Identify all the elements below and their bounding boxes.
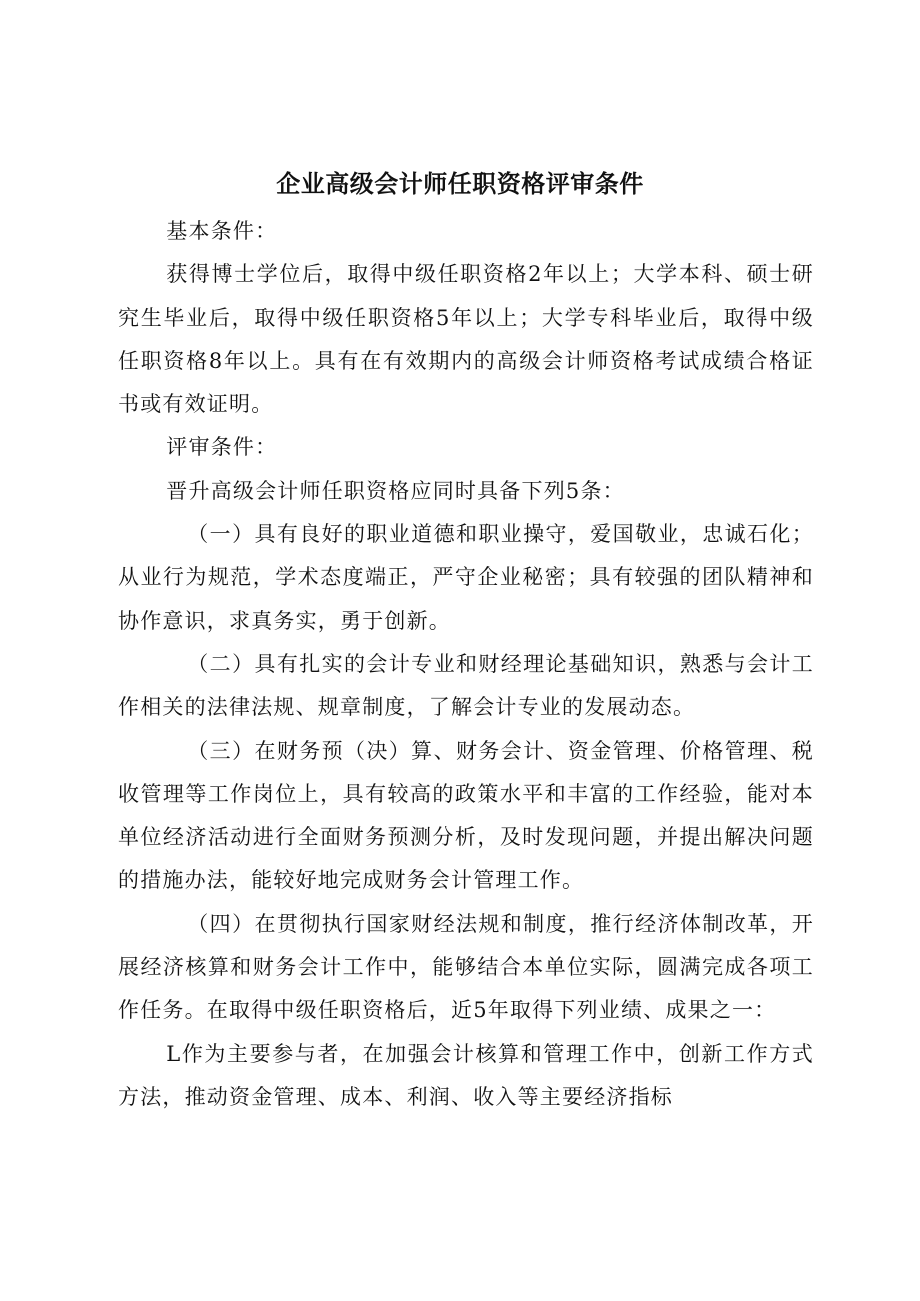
section-heading-review: 评审条件：: [166, 435, 278, 460]
paragraph-item-2: （二）具有扎实的会计专业和财经理论基础知识，熟悉与会计工作相关的法律法规、规章制度，了解会计专业的发展动态。: [118, 651, 814, 720]
paragraph-item-3: （三）在财务预（决）算、财务会计、资金管理、价格管理、税收管理等工作岗位上，具有较高的政策水平和丰富的工作经验，能对本单位经济活动进行全面财务预测分析，及时发现问题，并提出解决问题的措施办法，能较好地完成财务会计管理工作。: [118, 738, 814, 893]
paragraph-basic-conditions: 获得博士学位后，取得中级任职资格2年以上；大学本科、硕士研究生毕业后，取得中级任职资格5年以上；大学专科毕业后，取得中级任职资格8年以上。具有在有效期内的高级会计师资格考试成绩合格证书或有效证明。: [118, 262, 814, 417]
document-title: 企业高级会计师任职资格评审条件: [276, 170, 644, 198]
paragraph-item-4: （四）在贯彻执行国家财经法规和制度，推行经济体制改革，开展经济核算和财务会计工作中，能够结合本单位实际，圆满完成各项工作任务。在取得中级任职资格后，近5年取得下列业绩、成果之一：: [118, 911, 814, 1023]
document-body: [118, 210, 814, 1119]
section-heading-basic: 基本条件：: [166, 219, 278, 243]
paragraph-sub-item-1: L作为主要参与者，在加强会计核算和管理工作中，创新工作方式方法，推动资金管理、成本、利润、收入等主要经济指标: [118, 1041, 814, 1109]
paragraph-review-intro: 晋升高级会计师任职资格应同时具备下列5条：: [166, 478, 625, 503]
paragraph-item-1: （一）具有良好的职业道德和职业操守，爱国敬业，忠诚石化；从业行为规范，学术态度端正，严守企业秘密；具有较强的团队精神和协作意识，求真务实，勇于创新。: [118, 522, 814, 633]
